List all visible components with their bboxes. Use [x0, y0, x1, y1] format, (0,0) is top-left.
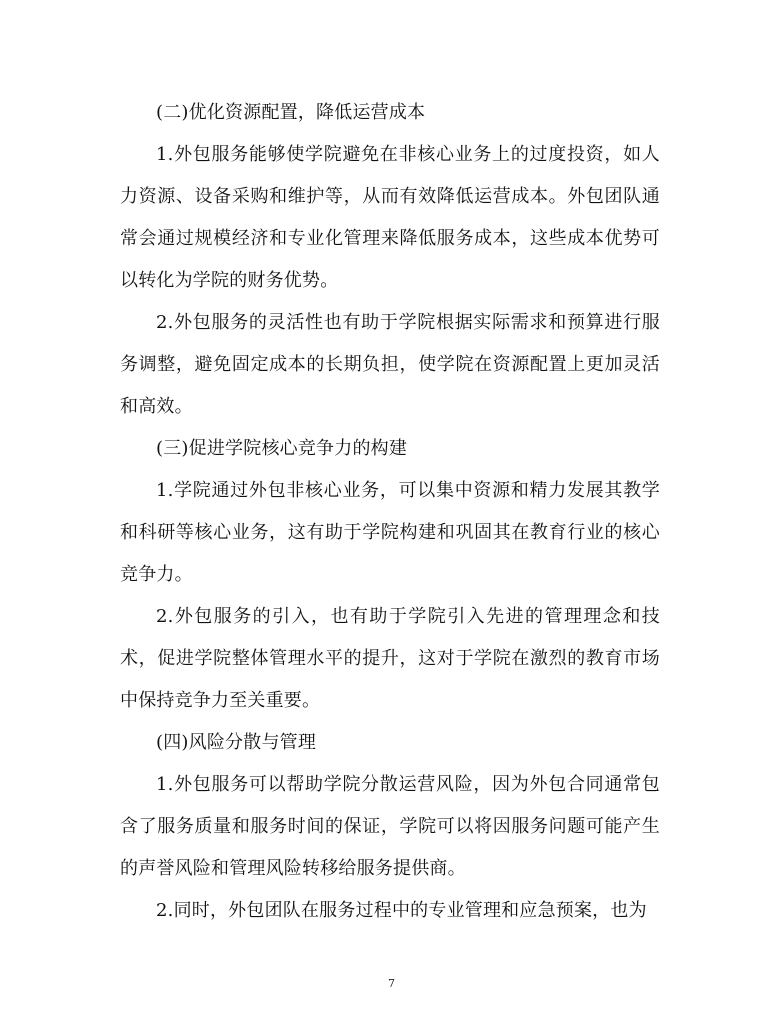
paragraph-4-2: 2.同时，外包团队在服务过程中的专业管理和应急预案，也为 [156, 900, 647, 921]
paragraph-3-2: 2.外包服务的引入，也有助于学院引入先进的管理理念和技术，促进学院整体管理水平的提升，这对于学院在激烈的教育市场中保持竞争力至关重要。 [120, 606, 660, 711]
paragraph-2-1: 1.外包服务能够使学院避免在非核心业务上的过度投资，如人力资源、设备采购和维护等，从而有效降低运营成本。外包团队通常会通过规模经济和专业化管理来降低服务成本，这些成本优势可以转化为学院的财务优势。 [120, 144, 660, 291]
document-body [120, 92, 660, 932]
section-heading-3: (三)促进学院核心竞争力的构建 [156, 438, 408, 459]
section-heading-2: (二)优化资源配置，降低运营成本 [156, 102, 426, 123]
page-number: 7 [388, 977, 395, 990]
paragraph-4-1: 1.外包服务可以帮助学院分散运营风险，因为外包合同通常包含了服务质量和服务时间的保证，学院可以将因服务问题可能产生的声誉风险和管理风险转移给服务提供商。 [120, 774, 660, 879]
paragraph-2-2: 2.外包服务的灵活性也有助于学院根据实际需求和预算进行服务调整，避免固定成本的长期负担，使学院在资源配置上更加灵活和高效。 [120, 312, 660, 417]
paragraph-3-1: 1.学院通过外包非核心业务，可以集中资源和精力发展其教学和科研等核心业务，这有助于学院构建和巩固其在教育行业的核心竞争力。 [120, 480, 660, 585]
section-heading-4: (四)风险分散与管理 [156, 732, 317, 753]
